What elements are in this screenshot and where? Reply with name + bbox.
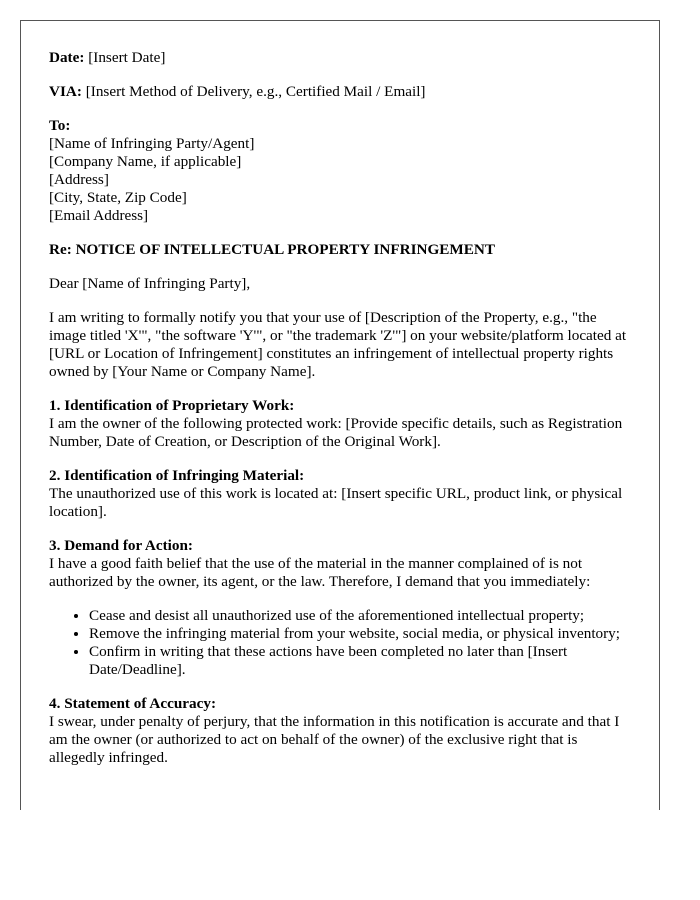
section-heading: 4. Statement of Accuracy: [49,695,217,712]
date-line [49,49,631,67]
list-item: • Remove the infringing material from your website, social media, or physical inventory; [89,625,631,643]
section-heading: 3. Demand for Action: [49,537,193,554]
via-value: [Insert Method of Delivery, e.g., Certified Mail / Email] [85,83,426,100]
intro-paragraph: I am writing to formally notify you that your use of [Description of the Property, e.g., "the image titled 'X'", "the software 'Y'", or "the trademark 'Z'"] on your website/platform located at [URL or Location of Infringement] constitutes an infringement of intellectual property rights owned by [Your Name or Company Name]. [49,309,627,380]
via-label: VIA: [49,83,82,100]
letter-page [20,20,660,810]
section-demand-for-action [49,537,631,591]
date-label: Date: [49,49,85,66]
date-value: [Insert Date] [88,49,166,66]
section-body: The unauthorized use of this work is located at: [Insert specific URL, product link, or physical location]. [49,485,623,520]
recipient-city: [City, State, Zip Code] [49,189,187,206]
via-line [49,83,631,101]
list-item: • Cease and desist all unauthorized use of the aforementioned intellectual property; [89,607,631,625]
list-item: • Confirm in writing that these actions have been completed no later than [Insert Date/Deadline]. [89,643,631,679]
recipient-email: [Email Address] [49,207,149,224]
section-heading: 1. Identification of Proprietary Work: [49,397,295,414]
section-body: I have a good faith belief that the use of the material in the manner complained of is not authorized by the owner, its agent, or the law. Therefore, I demand that you immediately: [49,555,591,590]
section-infringing-material [49,467,631,521]
recipient-address: [Address] [49,171,109,188]
salutation: Dear [Name of Infringing Party], [49,275,251,292]
to-label: To: [49,117,71,134]
section-statement-of-accuracy [49,695,631,767]
recipient-name: [Name of Infringing Party/Agent] [49,135,255,152]
letter-content [21,21,659,767]
demand-list [49,607,631,679]
recipient-block [49,117,631,225]
section-body: I swear, under penalty of perjury, that the information in this notification is accurate and that I am the owner (or authorized to act on behalf of the owner) of the exclusive right that is allegedly infringed. [49,713,620,766]
section-proprietary-work [49,397,631,451]
section-body: I am the owner of the following protected work: [Provide specific details, such as Registration Number, Date of Creation, or Description of the Original Work]. [49,415,623,450]
section-heading: 2. Identification of Infringing Material: [49,467,305,484]
recipient-company: [Company Name, if applicable] [49,153,242,170]
subject-line: Re: NOTICE OF INTELLECTUAL PROPERTY INFRINGEMENT [49,241,495,258]
